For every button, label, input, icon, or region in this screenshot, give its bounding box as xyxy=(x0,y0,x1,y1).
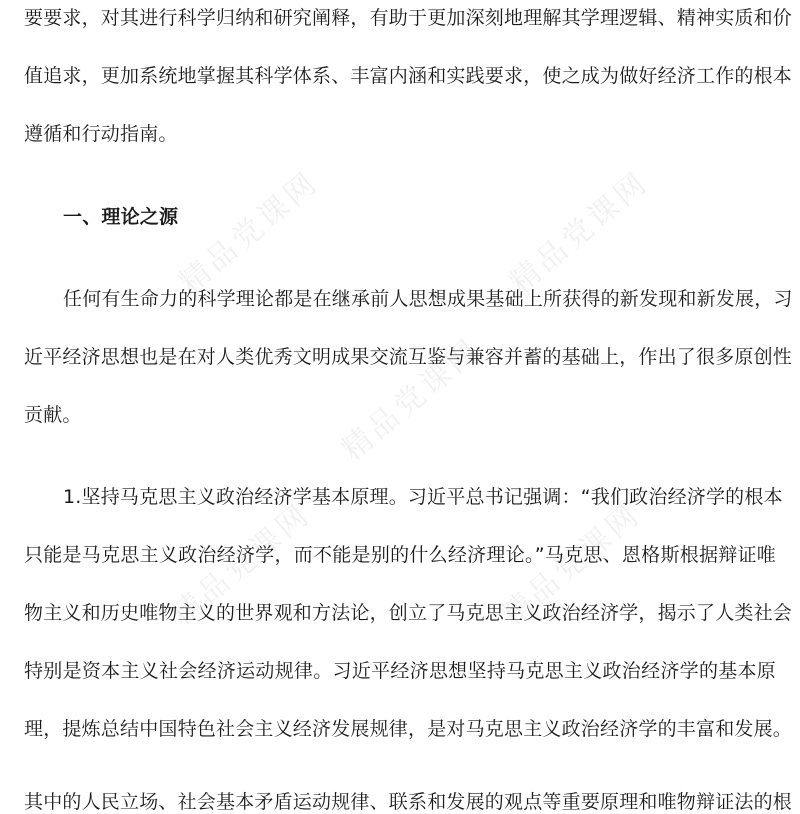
text-line: 贡献。 xyxy=(24,404,82,426)
text-line: 物主义和历史唯物主义的世界观和方法论，创立了马克思主义政治经济学，揭示了人类社会 xyxy=(24,602,793,624)
text-line: 1.坚持马克思主义政治经济学基本原理。习近平总书记强调：“我们政治经济学的根本 xyxy=(63,486,783,508)
text-line: 值追求，更加系统地掌握其科学体系、丰富内涵和实践要求，使之成为做好经济工作的根本 xyxy=(24,65,793,87)
watermark: 精品党课网 xyxy=(173,164,326,301)
section-heading: 一、理论之源 xyxy=(63,206,179,228)
watermark: 精品党课网 xyxy=(335,331,488,468)
text-line: 要要求，对其进行科学归纳和研究阐释，有助于更加深刻地理解其学理逻辑、精神实质和价 xyxy=(24,7,793,29)
text-line: 任何有生命力的科学理论都是在继承前人思想成果基础上所获得的新发现和新发展，习 xyxy=(63,288,793,310)
watermark: 精品党课网 xyxy=(165,496,318,633)
watermark: 精品党课网 xyxy=(503,164,656,301)
text-line: 其中的人民立场、社会基本矛盾运动规律、联系和发展的观点等重要原理和唯物辩证法的根 xyxy=(24,791,793,813)
text-line: 理，提炼总结中国特色社会主义经济发展规律，是对马克思主义政治经济学的丰富和发展。 xyxy=(24,718,793,740)
text-line: 遵循和行动指南。 xyxy=(24,123,178,145)
watermark: 精品党课网 xyxy=(495,496,648,633)
text-line: 只能是马克思主义政治经济学，而不能是别的什么经济理论。”马克思、恩格斯根据辩证唯 xyxy=(24,544,776,566)
text-line: 近平经济思想也是在对人类优秀文明成果交流互鉴与兼容并蓄的基础上，作出了很多原创性 xyxy=(24,346,793,368)
text-line: 特别是资本主义社会经济运动规律。习近平经济思想坚持马克思主义政治经济学的基本原 xyxy=(24,660,776,682)
